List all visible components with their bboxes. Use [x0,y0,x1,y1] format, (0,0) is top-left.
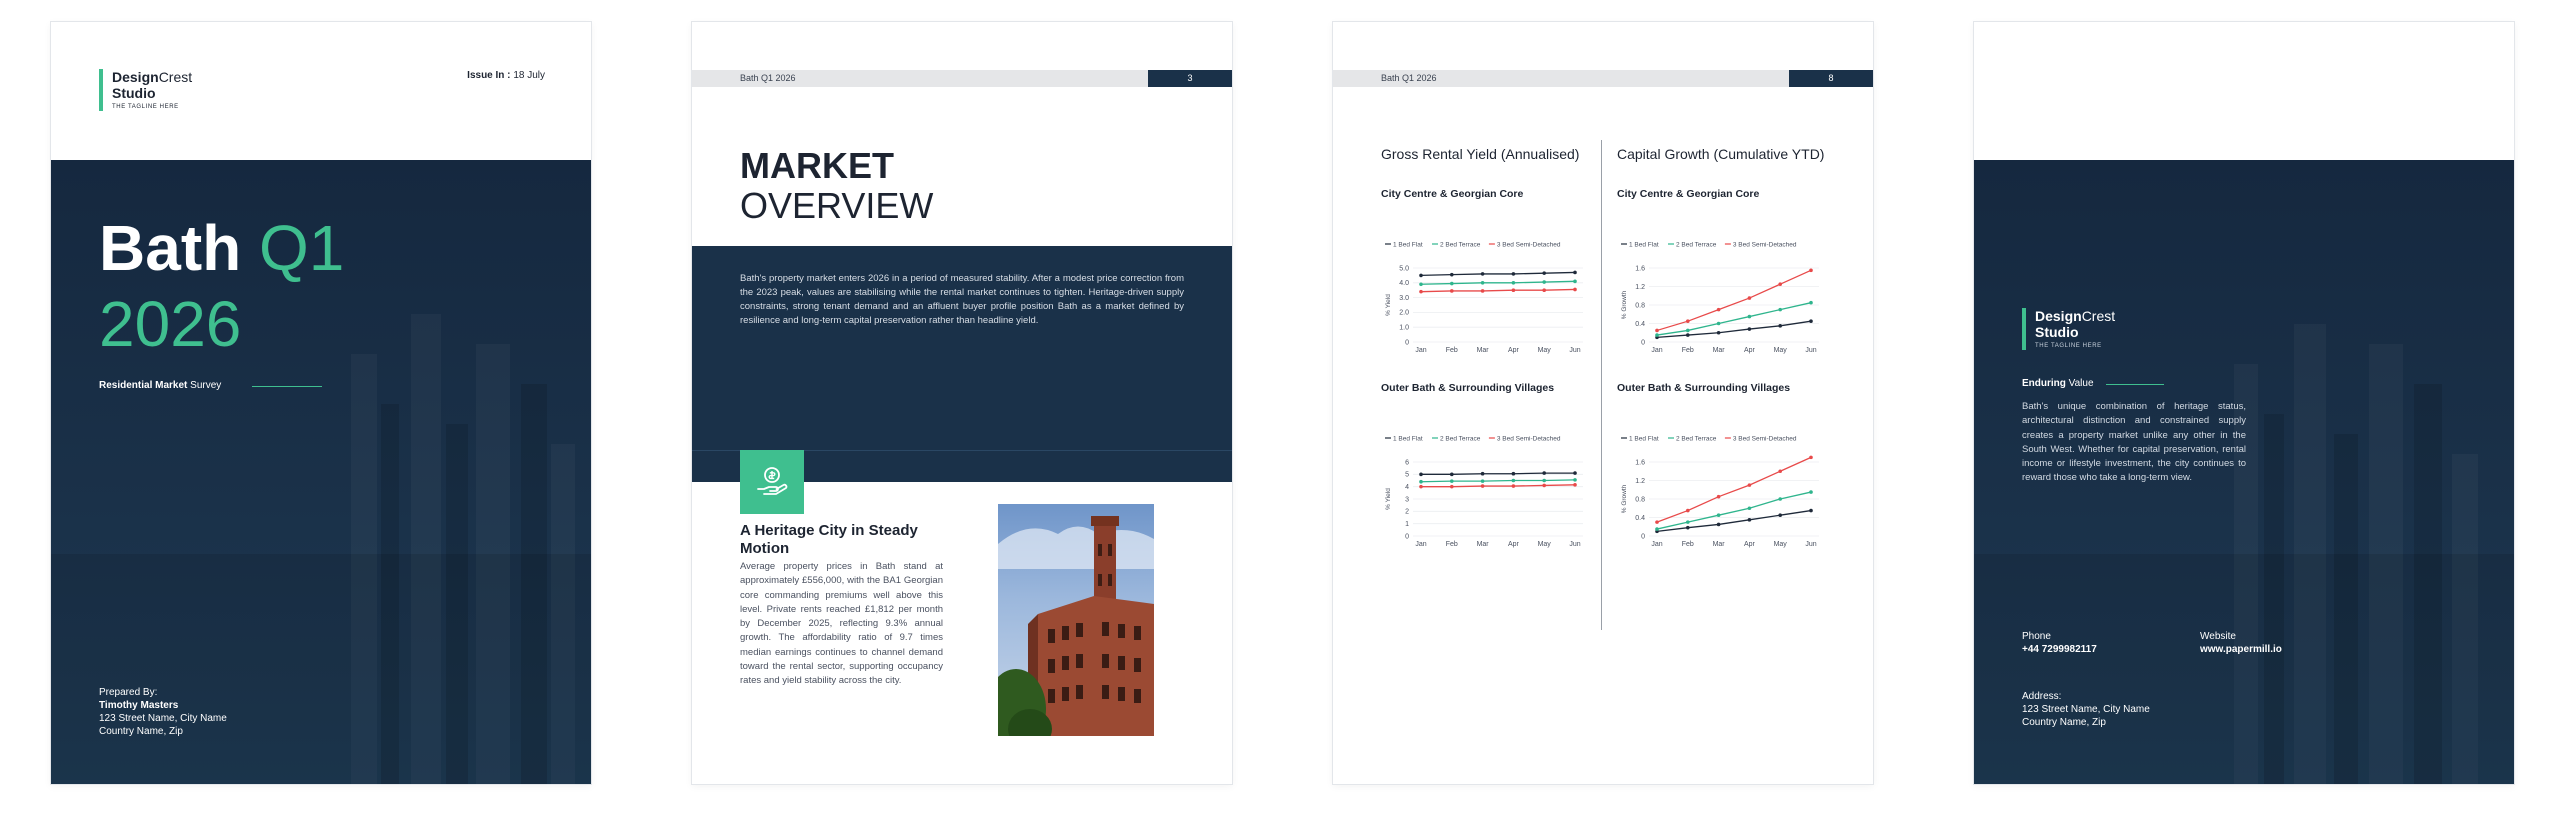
logo-word-regular: Crest [2081,308,2116,324]
x-tick-label: Apr [1743,541,1755,548]
y-axis-label: % Yield [1385,294,1392,316]
x-tick-label: May [1537,541,1551,548]
chart-subtitle: Outer Bath & Surrounding Villages [1381,382,1555,394]
brand-logo [2022,308,2115,350]
cover-page [51,22,591,784]
y-tick-label: 0.8 [1635,496,1645,504]
prepared-by-block [99,686,227,738]
capital-growth-title: Capital Growth (Cumulative YTD) [1617,146,1825,162]
phone-label: Phone [2022,631,2051,642]
data-point [1573,478,1577,482]
x-tick-label: Mar [1476,541,1489,548]
issue-date [467,70,545,81]
survey-bold: Residential Market [99,380,188,391]
legend-label: 2 Bed Terrace [1440,241,1481,249]
data-point [1512,281,1516,285]
data-point [1512,479,1516,483]
y-tick-label: 2.0 [1399,309,1409,317]
address-block [2022,690,2150,729]
data-point [1778,469,1782,473]
section-title-light: OVERVIEW [740,185,934,226]
section-title-bold: MARKET [740,145,894,186]
x-tick-label: May [1773,347,1787,354]
address-line-2: Country Name, Zip [99,726,183,737]
x-tick-label: Feb [1681,541,1694,548]
data-point [1686,520,1690,524]
y-tick-label: 0.4 [1635,514,1645,522]
legend-label: 3 Bed Semi-Detached [1496,241,1561,249]
data-point [1748,327,1752,331]
y-tick-label: 4 [1405,483,1409,491]
data-point [1686,319,1690,323]
logo-tagline: THE TAGLINE HERE [2035,343,2102,349]
data-point [1542,484,1546,488]
x-tick-label: Feb [1445,541,1458,548]
y-tick-label: 1.6 [1635,459,1645,467]
y-tick-label: 5.0 [1399,265,1409,273]
y-axis-label: % Growth [1621,484,1628,514]
prepared-label: Prepared By: [99,687,158,698]
x-tick-label: Jun [1569,541,1581,548]
address-line-1: 123 Street Name, City Name [2022,704,2150,715]
data-point [1655,329,1659,333]
data-point [1419,290,1423,294]
logo-accent-bar [99,69,103,111]
data-point [1573,483,1577,487]
data-point [1717,322,1721,326]
data-point [1809,319,1813,323]
running-header [692,70,1232,87]
y-tick-label: 5 [1405,471,1409,479]
back-cover-page [1974,22,2514,784]
data-point [1573,271,1577,275]
data-point [1419,485,1423,489]
data-point [1481,479,1485,483]
data-point [1450,282,1454,286]
x-tick-label: Jun [1805,347,1817,354]
website-block [2200,630,2282,656]
data-point [1419,274,1423,278]
page-number: 3 [1148,70,1232,87]
legend-label: 1 Bed Flat [1629,435,1659,443]
y-tick-label: 1.2 [1635,283,1645,291]
x-tick-label: Jun [1805,541,1817,548]
market-overview-page [692,22,1232,784]
data-point [1748,483,1752,487]
data-point [1450,479,1454,483]
data-point [1481,472,1485,476]
data-point [1778,324,1782,328]
y-axis-label: % Yield [1385,488,1392,510]
x-tick-label: May [1537,347,1551,354]
data-point [1686,509,1690,513]
data-point [1717,331,1721,335]
legend-label: 3 Bed Semi-Detached [1732,241,1797,249]
logo-word-regular: Crest [158,69,193,85]
data-point [1655,520,1659,524]
line-chart-svg [1381,240,1591,360]
x-tick-label: Jan [1651,347,1663,354]
y-tick-label: 1.6 [1635,265,1645,273]
cover-title-place: Bath [99,212,242,284]
brand-logo [99,69,192,111]
cover-title-quarter: Q1 [259,212,345,284]
data-point [1686,329,1690,333]
data-point [1481,281,1485,285]
y-tick-label: 0 [1641,533,1645,541]
data-point [1809,269,1813,273]
website-value: www.papermill.io [2200,644,2282,655]
x-tick-label: Apr [1743,347,1755,354]
series-line [1421,289,1575,291]
data-point [1778,282,1782,286]
data-point [1686,333,1690,337]
data-point [1573,280,1577,284]
data-point [1748,506,1752,510]
chart-subtitle: City Centre & Georgian Core [1381,188,1524,200]
series-line [1421,480,1575,482]
data-point [1542,271,1546,275]
data-point [1512,472,1516,476]
closing-paragraph: Bath's unique combination of heritage status, architectural distinction and constrained supply creates a property market unlike any other in the South West. Whether for capital preservation, rental income or lifestyle investment, the city continues to reward those who take a long-term view. [2022,401,2246,484]
data-point [1512,484,1516,488]
data-point [1778,497,1782,501]
phone-value: +44 7299982117 [2022,644,2097,655]
x-tick-label: Apr [1507,541,1519,548]
data-point [1748,518,1752,522]
legend-label: 2 Bed Terrace [1440,435,1481,443]
data-point [1542,471,1546,475]
data-point [1481,484,1485,488]
closing-heading [2022,378,2094,389]
logo-word-bold: Design [112,69,159,85]
cover-title [99,210,344,362]
closing-heading-bold: Enduring [2022,378,2066,389]
y-tick-label: 3.0 [1399,294,1409,302]
yield-chart-outer [1381,434,1591,554]
data-point [1809,509,1813,513]
address-label: Address: [2022,691,2062,702]
data-point [1717,513,1721,517]
y-tick-label: 4.0 [1399,280,1409,288]
yield-chart-city [1381,240,1591,360]
data-point [1686,526,1690,530]
data-point [1573,471,1577,475]
data-point [1450,273,1454,277]
y-axis-label: % Growth [1621,290,1628,320]
chart-subtitle: Outer Bath & Surrounding Villages [1617,382,1791,394]
website-label: Website [2200,631,2236,642]
y-tick-label: 1.0 [1399,324,1409,332]
x-tick-label: Feb [1445,347,1458,354]
intro-paragraph: Bath's property market enters 2026 in a period of measured stability. After a modest price correction from the 2023 peak, values are stabilising while the rental market continues to tighten. Heritage-driven supply constraints, strong tenant demand and an affluent buyer profile position Bath as a market defined by resilience and long-term capital preservation rather than headline yield. [740,273,1184,326]
x-tick-label: Jan [1415,347,1427,354]
growth-chart-city [1617,240,1827,360]
y-tick-label: 3 [1405,496,1409,504]
data-point [1419,480,1423,484]
closing-heading-rest: Value [2068,378,2094,389]
line-chart-svg [1617,240,1827,360]
data-point [1512,288,1516,292]
series-line [1421,272,1575,275]
address-line-2: Country Name, Zip [2022,717,2106,728]
data-point [1717,308,1721,312]
prepared-name: Timothy Masters [99,700,179,711]
data-point [1748,296,1752,300]
data-point [1573,288,1577,292]
accent-divider [252,386,322,387]
y-tick-label: 1 [1405,520,1409,528]
legend-label: 1 Bed Flat [1393,241,1423,249]
article-body: Average property prices in Bath stand at approximately £556,000, with the BA1 Georgian core commanding premiums well above this level. Private rents reached £1,812 per month by December 2025, reflecting 9.3% annual growth. The affordability ratio of 9.7 times median earnings continues to channel demand toward the rental sector, supporting occupancy rates and yield stability across the city. [740,561,943,687]
data-point [1778,308,1782,312]
y-tick-label: 0 [1405,339,1409,347]
y-tick-label: 2 [1405,508,1409,516]
chart-subtitle: City Centre & Georgian Core [1617,188,1760,200]
data-point [1809,301,1813,305]
logo-word-bold: Design [2035,308,2082,324]
data-point [1655,333,1659,337]
x-tick-label: Jan [1651,541,1663,548]
line-chart-svg [1381,434,1591,554]
running-header [1333,70,1873,87]
logo-line-2: Studio [112,85,156,101]
section-title [740,146,933,226]
series-line [1657,303,1811,335]
legend-label: 2 Bed Terrace [1676,241,1717,249]
running-title: Bath Q1 2026 [740,73,796,83]
data-point [1655,527,1659,531]
line-chart-svg [1617,434,1827,554]
survey-rest: Survey [190,380,222,391]
data-point [1450,485,1454,489]
x-tick-label: Mar [1712,541,1725,548]
column-divider [1601,140,1602,630]
data-point [1481,289,1485,293]
data-point [1542,479,1546,483]
series-line [1657,270,1811,330]
legend-label: 3 Bed Semi-Detached [1732,435,1797,443]
data-point [1512,272,1516,276]
y-tick-label: 0.8 [1635,302,1645,310]
data-point [1809,490,1813,494]
page-number: 8 [1789,70,1873,87]
x-tick-label: Mar [1712,347,1725,354]
data-point [1419,473,1423,477]
data-point [1809,456,1813,460]
y-tick-label: 1.2 [1635,477,1645,485]
data-point [1717,523,1721,527]
logo-accent-bar [2022,308,2026,350]
data-point [1778,513,1782,517]
x-tick-label: Jan [1415,541,1427,548]
issue-value: 18 July [513,70,545,81]
rental-yield-title: Gross Rental Yield (Annualised) [1381,146,1580,162]
data-point [1419,282,1423,286]
data-point [1717,495,1721,499]
data-point [1542,280,1546,284]
data-point [1450,473,1454,477]
x-tick-label: Mar [1476,347,1489,354]
article-heading: A Heritage City in Steady Motion [740,522,918,557]
y-tick-label: 0 [1405,533,1409,541]
mill-tower-photo [998,504,1154,736]
x-tick-label: Feb [1681,347,1694,354]
legend-label: 3 Bed Semi-Detached [1496,435,1561,443]
x-tick-label: May [1773,541,1787,548]
issue-label: Issue In : [467,70,511,81]
data-point [1748,315,1752,319]
running-title: Bath Q1 2026 [1381,73,1437,83]
series-line [1657,457,1811,522]
charts-page [1333,22,1873,784]
data-point [1450,289,1454,293]
logo-tagline: THE TAGLINE HERE [112,104,179,110]
cover-title-year: 2026 [99,288,242,360]
y-tick-label: 0 [1641,339,1645,347]
x-tick-label: Jun [1569,347,1581,354]
growth-chart-outer [1617,434,1827,554]
legend-label: 1 Bed Flat [1393,435,1423,443]
accent-divider [2106,384,2164,385]
survey-subtitle [99,380,221,391]
phone-block [2022,630,2097,656]
series-line [1657,492,1811,529]
money-hand-icon [740,450,804,514]
address-line-1: 123 Street Name, City Name [99,713,227,724]
y-tick-label: 6 [1405,459,1409,467]
y-tick-label: 0.4 [1635,320,1645,328]
data-point [1481,272,1485,276]
legend-label: 1 Bed Flat [1629,241,1659,249]
logo-line-2: Studio [2035,324,2079,340]
legend-label: 2 Bed Terrace [1676,435,1717,443]
data-point [1542,288,1546,292]
x-tick-label: Apr [1507,347,1519,354]
